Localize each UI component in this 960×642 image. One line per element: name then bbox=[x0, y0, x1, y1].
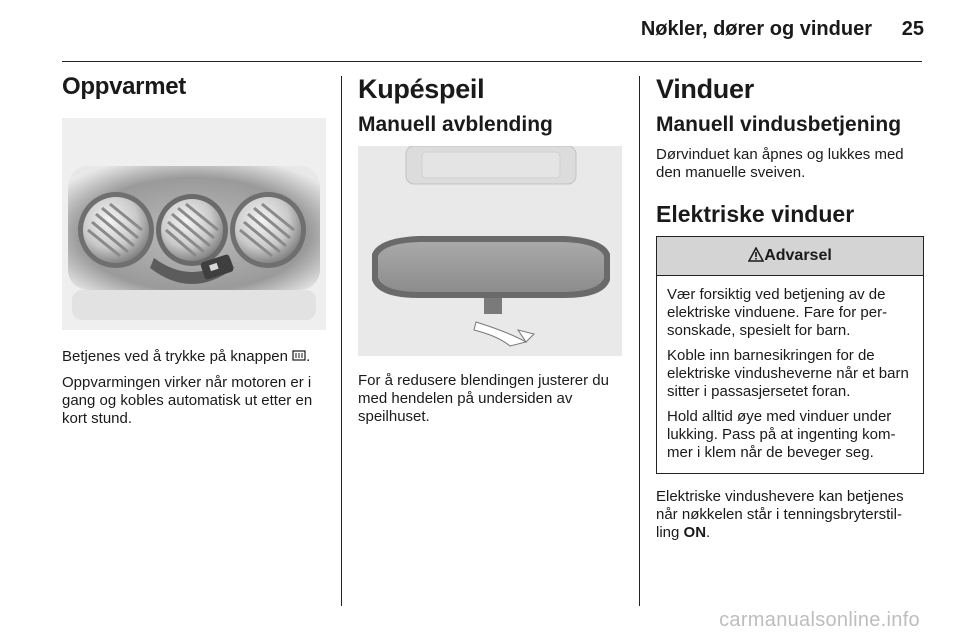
rear-window-heater-icon bbox=[292, 349, 306, 368]
windows-paragraph-2 bbox=[656, 488, 924, 542]
heated-paragraph-2: Oppvarmingen virker når motoren er i gang og kobles automatisk ut etter en kort stund. bbox=[62, 374, 313, 427]
rearview-mirror-illustration bbox=[358, 146, 622, 356]
column-divider-2 bbox=[639, 76, 640, 606]
column-windows bbox=[656, 72, 924, 548]
heated-paragraph-1 bbox=[62, 348, 326, 368]
windows-p2-text: Elektriske vindushevere kan betjenes når nøkkelen står i tenningsbryterstil-ling bbox=[656, 488, 904, 541]
heater-controls-illustration bbox=[62, 118, 326, 330]
warning-title: Advarsel bbox=[764, 247, 832, 264]
heated-p1-text: Betjenes ved å trykke på knappen bbox=[62, 348, 293, 365]
warning-triangle-icon bbox=[748, 239, 764, 277]
windows-p2-end: . bbox=[706, 524, 711, 541]
subheading-manual-dimming: Manuell avblending bbox=[358, 113, 553, 136]
watermark: carmanualsonline.info bbox=[719, 609, 920, 631]
rearview-mirror-image bbox=[358, 146, 622, 356]
heated-p1-end: . bbox=[306, 348, 311, 365]
warning-box bbox=[656, 236, 924, 474]
section-heading-heated: Oppvarmet bbox=[62, 73, 187, 100]
column-heated bbox=[62, 72, 326, 434]
column-mirror bbox=[358, 72, 626, 432]
column-divider-1 bbox=[341, 76, 342, 606]
heater-controls-image bbox=[62, 118, 326, 330]
warning-body bbox=[657, 276, 923, 473]
windows-paragraph-1: Dørvinduet kan åpnes og lukkes med den manuelle sveiven. bbox=[656, 146, 904, 181]
section-heading-windows: Vinduer bbox=[656, 74, 754, 104]
page-header bbox=[0, 0, 960, 62]
ignition-on-label: ON bbox=[683, 524, 707, 541]
subheading-electric-windows: Elektriske vinduer bbox=[656, 201, 855, 227]
warning-paragraph-2: Koble inn barnesikringen for de elektriske vindusheverne når et barn sitter i passasjersetet foran. bbox=[667, 347, 909, 400]
section-heading-mirror: Kupéspeil bbox=[358, 74, 485, 104]
warning-paragraph-1: Vær forsiktig ved betjening av de elektriske vinduene. Fare for per-sonskade, spesielt for barn. bbox=[667, 286, 888, 339]
warning-paragraph-3: Hold alltid øye med vinduer under lukking. Pass på at ingenting kom-mer i klem når de beveger seg. bbox=[667, 408, 896, 461]
header-rule bbox=[62, 61, 922, 62]
header-title: Nøkler, dører og vinduer bbox=[640, 18, 872, 40]
page-number: 25 bbox=[901, 18, 924, 40]
mirror-paragraph-1: For å redusere blendingen justerer du med hendelen på undersiden av speilhuset. bbox=[358, 372, 609, 425]
warning-header bbox=[657, 237, 923, 276]
subheading-manual-window: Manuell vindusbetjening bbox=[656, 113, 902, 136]
